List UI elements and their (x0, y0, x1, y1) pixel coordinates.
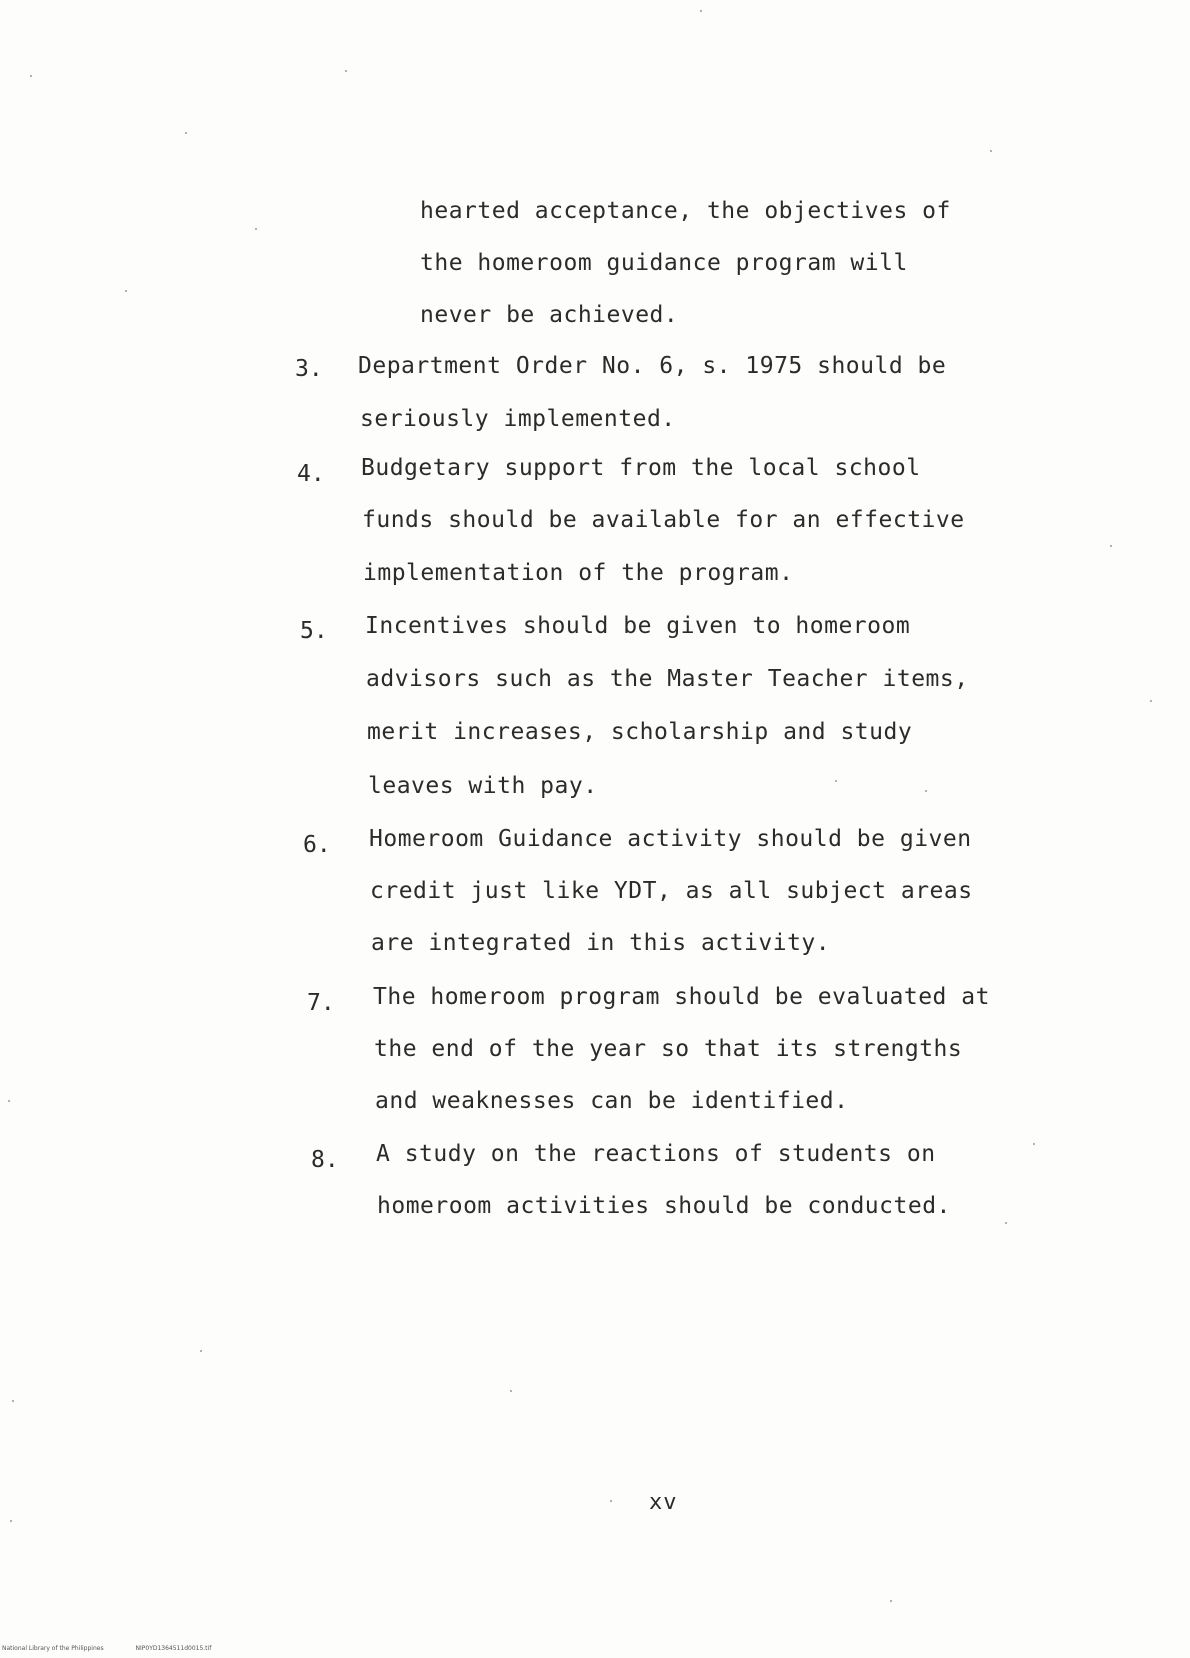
footer-library: National Library of the Philippines (2, 1645, 104, 1652)
item-line: leaves with pay. (368, 773, 598, 799)
item-line: the end of the year so that its strengths (374, 1036, 963, 1062)
item-line: A study on the reactions of students on (376, 1141, 936, 1167)
scan-speck (345, 70, 347, 72)
item-line: funds should be available for an effective (362, 507, 965, 533)
item-line: Budgetary support from the local school (361, 455, 921, 481)
item-number: 5. (300, 618, 328, 644)
scan-speck (12, 1400, 14, 1402)
scan-speck (510, 1390, 512, 1392)
scan-speck (10, 1520, 12, 1522)
item-line: credit just like YDT, as all subject areas (370, 878, 973, 904)
continuation-line: hearted acceptance, the objectives of (420, 198, 951, 224)
scan-speck (610, 1500, 612, 1502)
page-number: xv (649, 1490, 678, 1515)
scan-speck (1110, 545, 1112, 547)
item-line: are integrated in this activity. (371, 930, 831, 956)
item-line: The homeroom program should be evaluated at (373, 984, 990, 1010)
scan-speck (890, 1600, 892, 1602)
continuation-line: never be achieved. (420, 302, 679, 328)
scan-speck (1005, 1222, 1007, 1224)
item-line: advisors such as the Master Teacher items, (366, 666, 969, 692)
item-number: 8. (311, 1147, 339, 1173)
scan-speck (925, 790, 927, 792)
item-number: 4. (297, 461, 325, 487)
scan-speck (990, 150, 992, 152)
continuation-line: the homeroom guidance program will (420, 250, 908, 276)
scan-speck (8, 1100, 10, 1102)
scan-speck (200, 1350, 202, 1352)
footer-file: NIP0YD1364511d0015.tif (135, 1645, 212, 1652)
scan-speck (700, 10, 702, 12)
item-number: 7. (307, 990, 335, 1016)
item-line: Incentives should be given to homeroom (365, 613, 911, 639)
item-line: merit increases, scholarship and study (367, 719, 913, 745)
item-line: Department Order No. 6, s. 1975 should be (358, 353, 947, 379)
scan-speck (30, 75, 32, 77)
scan-speck (125, 290, 127, 292)
item-line: homeroom activities should be conducted. (377, 1193, 951, 1219)
scan-speck (1033, 1143, 1035, 1145)
scan-speck (1150, 700, 1152, 702)
scan-speck (835, 780, 837, 782)
scan-footer (2, 1645, 241, 1652)
item-number: 3. (295, 356, 323, 382)
item-line: seriously implemented. (360, 406, 676, 432)
item-line: Homeroom Guidance activity should be given (369, 826, 972, 852)
item-line: and weaknesses can be identified. (375, 1088, 849, 1114)
item-line: implementation of the program. (363, 560, 794, 586)
scan-speck (255, 228, 257, 230)
scan-speck (185, 132, 187, 134)
item-number: 6. (303, 832, 331, 858)
